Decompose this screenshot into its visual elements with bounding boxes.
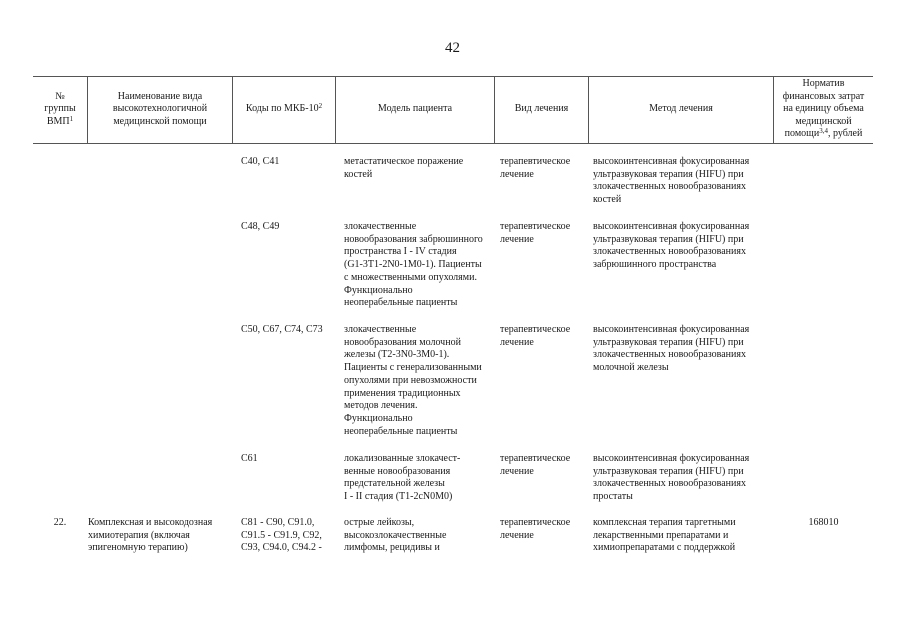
header-care-type: Наименование вида высокотехнологичной медицинской помощи [112,90,208,127]
row-treatment-type: терапевтическое лечение [500,156,571,180]
header-icd-codes: Коды по МКБ-$10^2$ [245,102,323,115]
row-icd-codes: C40, C41 [241,156,280,167]
row-patient-model: острые лейкозы, высокозлокачественные лимфомы, рецидивы и [344,517,447,554]
header-treatment-type: Вид лечения [514,103,569,115]
row-cost-norm: 168010 [808,517,839,528]
row-care-type: Комплексная и высокодозная химиотерапия (включая эпигеномную терапию) [88,517,213,554]
row-patient-model: метастатическое поражение костей [344,156,464,180]
row-patient-model: злокачественные новообразования забрюшинного пространства I - IV стадия (G1-3T1-2N0-1M0-1). Пациенты с множественными опухолями. Функционально неоперабельные пациенты [344,221,483,309]
row-patient-model: локализованные злокачест- венные новообразования предстательной железы I - II стадия (T1-2cN0M0) [344,453,461,503]
row-group-number: 22. [53,517,67,528]
row-treatment-type: терапевтическое лечение [500,324,571,348]
row-treatment-type: терапевтическое лечение [500,221,571,245]
header-group-number: № группы ВМП$^1$ [44,90,76,127]
row-treatment-type: терапевтическое лечение [500,517,571,541]
header-bottom-border [33,143,873,144]
row-treatment-method: высокоинтенсивная фокусированная ультразвуковая терапия (HIFU) при злокачественных новообразованиях забрюшинного пространства [593,221,750,271]
row-treatment-method: комплексная терапия таргетными лекарственными препаратами и химиопрепаратами с поддержкой [593,517,736,554]
row-icd-codes: C81 - C90, C91.0, C91.5 - C91.9, C92, C93, C94.0, C94.2 - [241,517,322,554]
row-patient-model: злокачественные новообразования молочной железы (T2-3N0-3M0-1). Пациенты с генерализованными опухолями при невозможности применения традиционных методов лечения. Функционально неоперабельные пациенты [344,324,482,437]
page-number: 42 [445,40,460,56]
row-treatment-method: высокоинтенсивная фокусированная ультразвуковая терапия (HIFU) при злокачественных новообразованиях костей [593,156,750,206]
row-icd-codes: C50, C67, C74, C73 [241,324,323,335]
row-treatment-type: терапевтическое лечение [500,453,571,477]
header-treatment-method: Метод лечения [649,103,713,115]
row-icd-codes: C48, C49 [241,221,280,232]
row-icd-codes: C61 [241,453,258,464]
row-treatment-method: высокоинтенсивная фокусированная ультразвуковая терапия (HIFU) при злокачественных новообразованиях молочной железы [593,324,750,374]
row-treatment-method: высокоинтенсивная фокусированная ультразвуковая терапия (HIFU) при злокачественных новообразованиях простаты [593,453,750,503]
header-patient-model: Модель пациента [377,103,453,115]
header-cost-norm: Норматив финансовых затрат на единицу объема медицинской помощи$^{3,4}$, рублей [782,78,865,140]
